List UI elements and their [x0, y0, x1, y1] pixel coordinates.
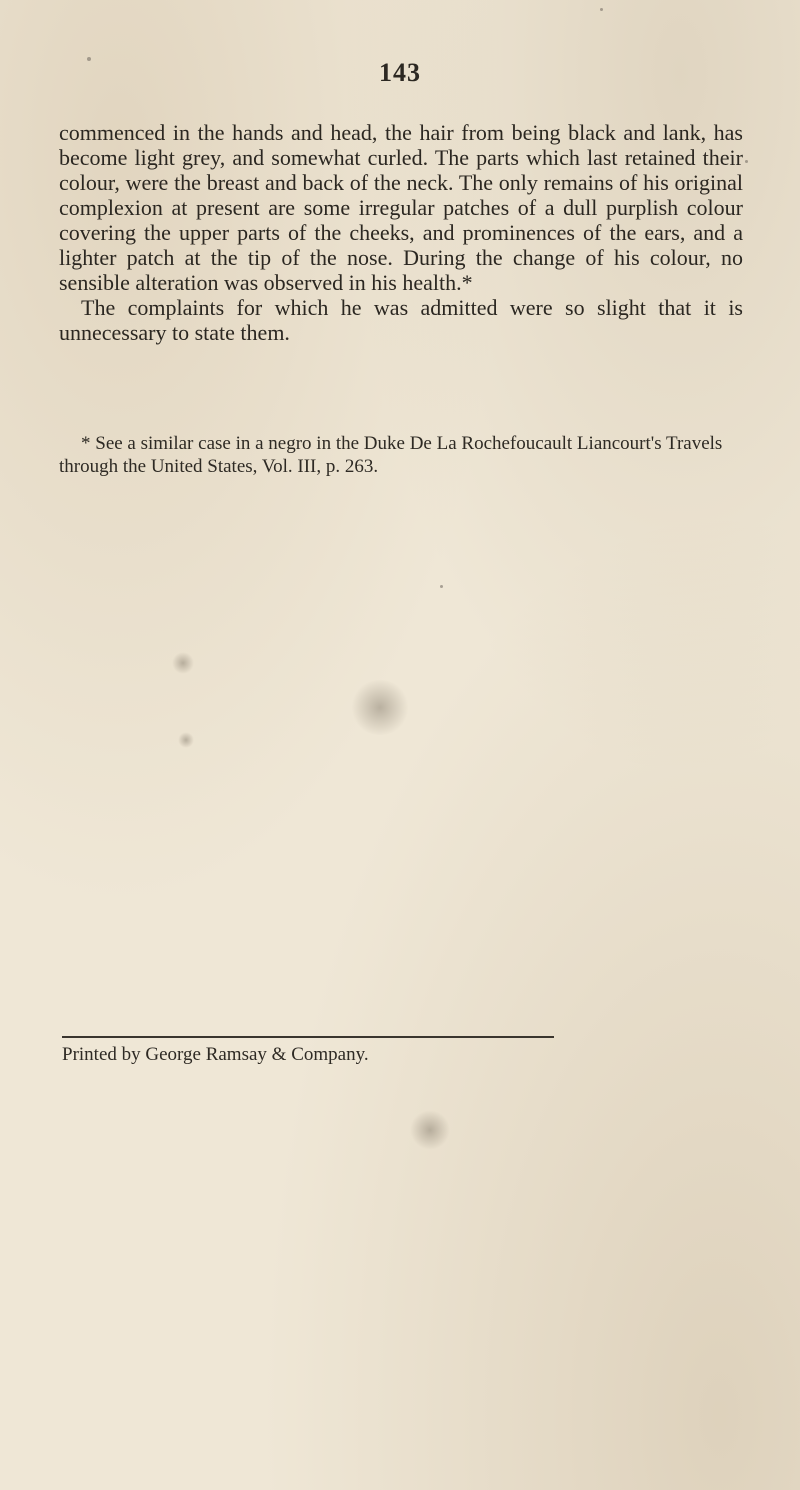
imprint-divider [62, 1036, 554, 1038]
paragraph: The complaints for which he was admitted were so slight that it is unnecessary to state them. [59, 295, 743, 345]
paper-stain [172, 652, 194, 674]
paper-stain [350, 680, 410, 735]
main-text [59, 120, 743, 345]
page-number: 143 [379, 58, 421, 87]
paragraph: commenced in the hands and head, the hair from being black and lank, has become light grey, and somewhat curled. The parts which last retained their colour, were the breast and back of the neck. The only remains of his original complexion at present are some irregular patches of a dull purplish colour covering the upper parts of the cheeks, and prominences of the ears, and a lighter patch at the tip of the nose. During the change of his colour, no sensible alteration was observed in his health.* [59, 120, 743, 295]
printer-imprint: Printed by George Ramsay & Company. [62, 1044, 369, 1065]
paper-stain [178, 732, 194, 748]
paper-speck [600, 8, 603, 11]
paper-speck [745, 160, 748, 163]
footnote: * See a similar case in a negro in the Duke De La Rochefoucault Liancourt's Travels through the United States, Vol. III, p. 263. [59, 433, 723, 477]
paper-stain [410, 1110, 450, 1150]
paper-speck [440, 585, 443, 588]
